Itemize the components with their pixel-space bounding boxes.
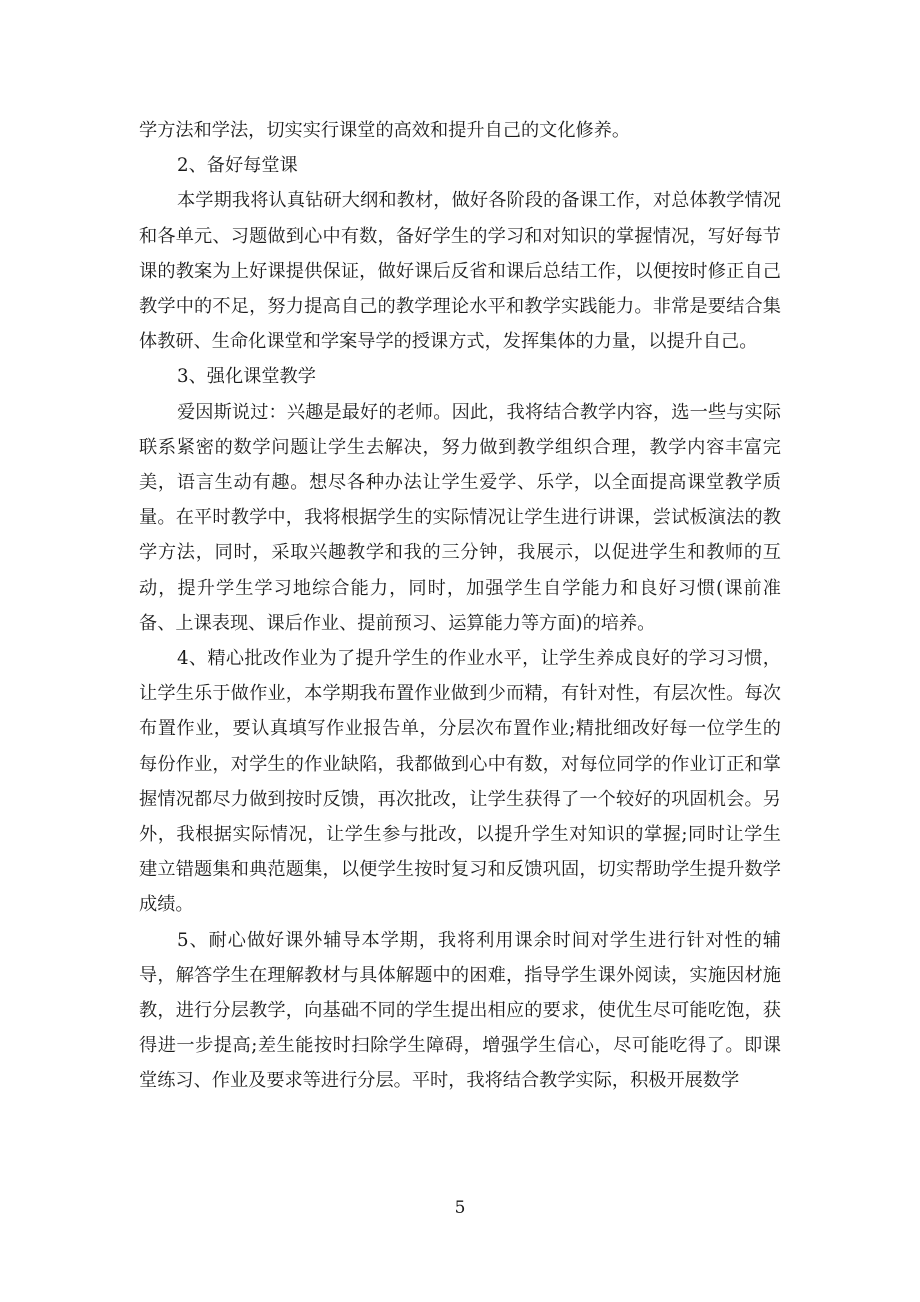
paragraph-continuation: 学方法和学法，切实实行课堂的高效和提升自己的文化修养。: [139, 120, 631, 141]
page-number: 5: [454, 1198, 466, 1218]
paragraph-lesson-prep: 本学期我将认真钻研大纲和教材，做好各阶段的备课工作，对总体教学情况和各单元、习题做到心中有数，备好学生的学习和对知识的掌握情况，写好每节课的教案为上好课提供保证，做好课后反省和课后总结工作，以便按时修正自己教学中的不足，努力提高自己的教学理论水平和教学实践能力。非常是要结合集体教研、生命化课堂和学案导学的授课方式，发挥集体的力量，以提升自己。: [139, 190, 781, 353]
document-body: [139, 113, 781, 1099]
section-heading-2: 2、备好每堂课: [177, 155, 298, 177]
section-heading-3: 3、强化课堂教学: [177, 366, 316, 388]
paragraph-classroom-teaching: 爱因斯说过：兴趣是最好的老师。因此，我将结合教学内容，选一些与实际联系紧密的数学问题让学生去解决，努力做到教学组织合理，教学内容丰富完美，语言生动有趣。想尽各种办法让学生爱学、乐学，以全面提高课堂教学质量。在平时教学中，我将根据学生的实际情况让学生进行讲课，尝试板演法的教学方法，同时，采取兴趣教学和我的三分钟，我展示，以促进学生和教师的互动，提升学生学习地综合能力，同时，加强学生自学能力和良好习惯(课前准备、上课表现、课后作业、提前预习、运算能力等方面)的培养。: [139, 401, 781, 634]
paragraph-homework-grading: 4、精心批改作业为了提升学生的作业水平，让学生养成良好的学习习惯，让学生乐于做作业，本学期我布置作业做到少而精，有针对性，有层次性。每次布置作业，要认真填写作业报告单，分层次布置作业;精批细改好每一位学生的每份作业，对学生的作业缺陷，我都做到心中有数，对每位同学的作业订正和掌握情况都尽力做到按时反馈，再次批改，让学生获得了一个较好的巩固机会。另外，我根据实际情况，让学生参与批改，以提升学生对知识的掌握;同时让学生建立错题集和典范题集，以便学生按时复习和反馈巩固，切实帮助学生提升数学成绩。: [139, 648, 781, 916]
paragraph-tutoring: 5、耐心做好课外辅导本学期，我将利用课余时间对学生进行针对性的辅导，解答学生在理解教材与具体解题中的困难，指导学生课外阅读，实施因材施教，进行分层教学，向基础不同的学生提出相应的要求，使优生尽可能吃饱，获得进一步提高;差生能按时扫除学生障碍，增强学生信心，尽可能吃得了。即课堂练习、作业及要求等进行分层。平时，我将结合教学实际，积极开展数学: [139, 929, 781, 1092]
